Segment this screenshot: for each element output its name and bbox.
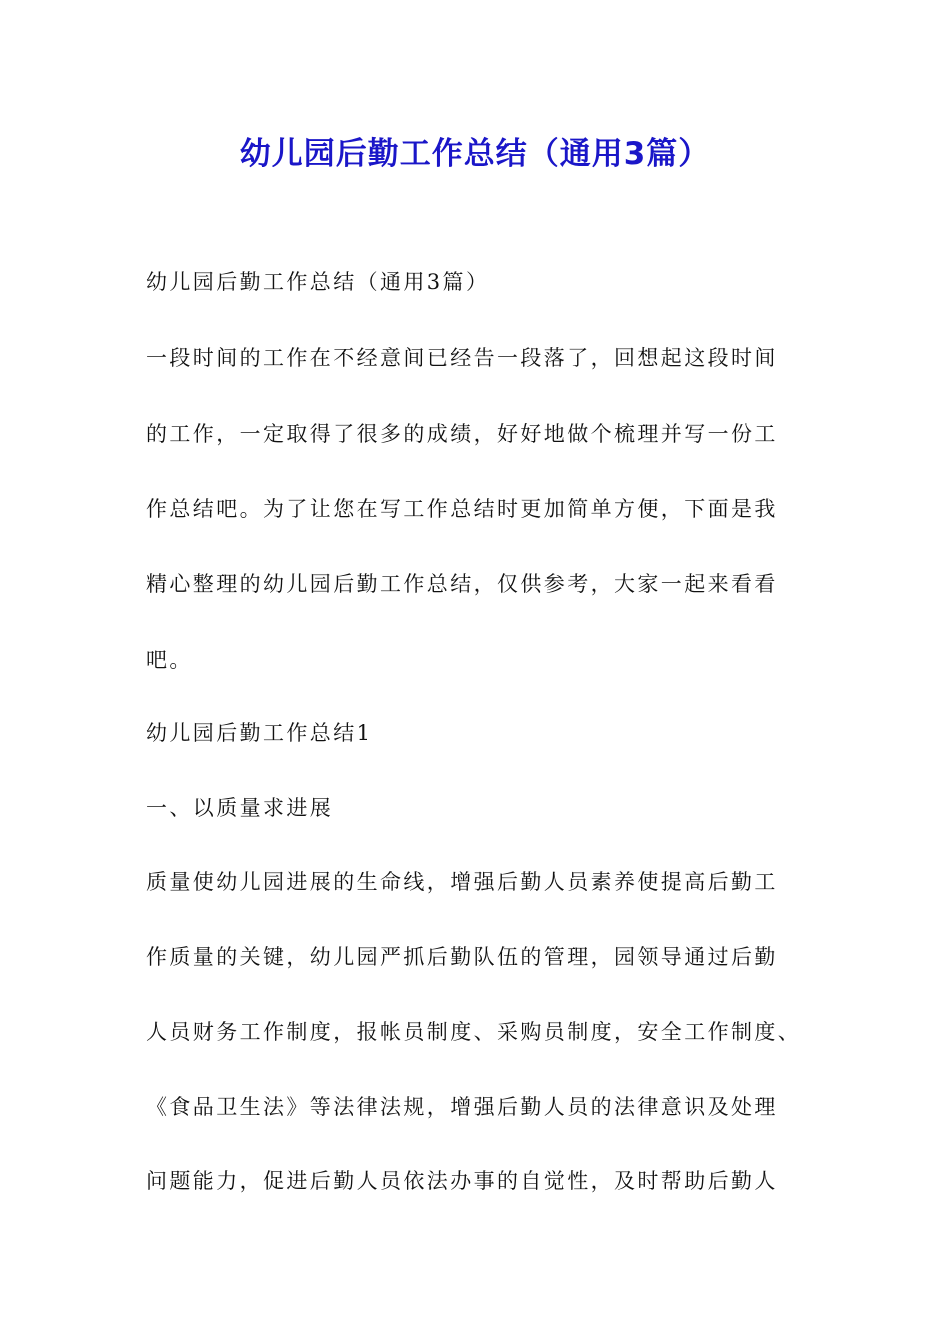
body-line: 幼儿园后勤工作总结（通用3篇） xyxy=(146,270,490,294)
body-line: 精心整理的幼儿园后勤工作总结，仅供参考，大家一起来看看 xyxy=(146,572,778,596)
document-title: 幼儿园后勤工作总结（通用3篇） xyxy=(239,136,711,172)
body-line: 《食品卫生法》等法律法规，增强后勤人员的法律意识及处理 xyxy=(146,1095,778,1119)
body-line: 的工作，一定取得了很多的成绩，好好地做个梳理并写一份工 xyxy=(146,422,778,446)
body-line: 作质量的关键，幼儿园严抓后勤队伍的管理，园领导通过后勤 xyxy=(146,945,778,969)
body-line: 质量使幼儿园进展的生命线，增强后勤人员素养使提高后勤工 xyxy=(146,870,778,894)
body-line: 问题能力，促进后勤人员依法办事的自觉性，及时帮助后勤人 xyxy=(146,1169,778,1193)
body-line: 人员财务工作制度，报帐员制度、采购员制度，安全工作制度、 xyxy=(146,1020,802,1044)
body-line: 一段时间的工作在不经意间已经告一段落了，回想起这段时间 xyxy=(146,346,778,370)
body-line: 吧。 xyxy=(146,648,193,672)
body-line: 作总结吧。为了让您在写工作总结时更加简单方便，下面是我 xyxy=(146,497,778,521)
section-heading: 幼儿园后勤工作总结1 xyxy=(146,721,373,745)
subsection-heading: 一、以质量求进展 xyxy=(146,796,334,820)
